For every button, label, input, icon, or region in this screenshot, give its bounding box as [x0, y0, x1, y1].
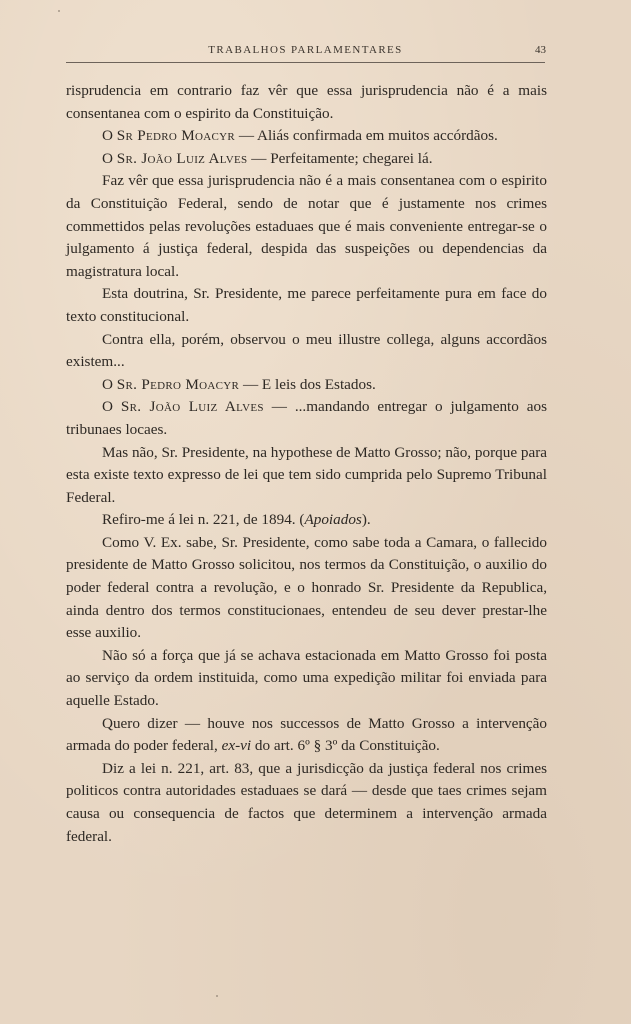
paragraph	[66, 374, 547, 397]
body-text	[66, 80, 547, 848]
paragraph	[66, 396, 547, 441]
paragraph	[66, 170, 547, 283]
italic-text: ex-vi	[221, 737, 252, 755]
paragraph	[66, 509, 547, 532]
paragraph-text: — Perfeitamente; chegarei lá.	[247, 149, 433, 167]
speaker-name: Sr Pedro Moacyr	[116, 127, 236, 145]
paragraph-text: Esta doutrina, Sr. Presidente, me parece perfeitamente pura em face do texto constitucional.	[66, 285, 547, 325]
speaker-name: Sr. João Luiz Alves	[116, 149, 248, 167]
paragraph	[66, 713, 547, 758]
speaker-name: Sr. Pedro Moacyr	[116, 375, 240, 393]
paragraph	[66, 283, 547, 328]
paragraph-text: Quero dizer — houve nos successos de Matto Grosso a intervenção armada do poder federal,	[66, 714, 547, 755]
paragraph-text: Não só a força que já se achava estacionada em Matto Grosso foi posta ao serviço da ordem instituida, como uma expedição militar foi enviada para aquelle Estado.	[66, 646, 547, 710]
paragraph	[66, 442, 547, 510]
header-rule	[66, 62, 545, 63]
paragraph-text: O	[102, 149, 117, 167]
paragraph-text: Faz vêr que essa jurisprudencia não é a mais consentanea com o espirito da Constituição Federal, sendo de notar que é justamente nos crimes commettidos pelas revoluções estaduaes que é mais conveniente entregar-se o julgamento á justiça federal, despida das suspeições ou dependencias da magistratura local.	[66, 172, 547, 280]
paragraph	[66, 645, 547, 713]
paragraph-text: Diz a lei n. 221, art. 83, que a jurisdicção da justiça federal nos crimes politicos contra autoridades estaduaes se dará — desde que taes crimes sejam causa ou consequencia de factos que determinem a intervenção armada federal.	[66, 759, 547, 845]
page-number: 43	[535, 44, 546, 56]
paragraph-text: do art. 6º § 3º da Constituição.	[251, 737, 440, 755]
paragraph-text: — E leis dos Estados.	[239, 375, 376, 393]
paragraph-text: ).	[361, 511, 371, 529]
paper-speck	[216, 995, 218, 997]
paragraph-text: risprudencia em contrario faz vêr que essa jurisprudencia não é a mais consentanea com o espirito da Constituição.	[66, 82, 547, 122]
paragraph-text: — Aliás confirmada em muitos accórdãos.	[235, 127, 498, 145]
paragraph-text: O	[102, 127, 117, 145]
paragraph	[66, 758, 547, 848]
paragraph	[66, 532, 547, 645]
paragraph-text: Contra ella, porém, observou o meu illustre collega, alguns accordãos existem...	[66, 330, 547, 371]
running-head: TRABALHOS PARLAMENTARES	[208, 44, 403, 56]
paragraph-text: Como V. Ex. sabe, Sr. Presidente, como sabe toda a Camara, o fallecido presidente de Matto Grosso solicitou, nos termos da Constituição, o auxilio do poder federal contra a revolução, e o honrado Sr. Presidente da Republica, ainda dentro dos termos constitucionaes, entendeu de seu dever prestar-lhe esse auxilio.	[66, 533, 547, 642]
paragraph-text: — ...mandando entregar o julgamento aos tribunaes locaes.	[66, 398, 547, 438]
paragraph-text: O	[102, 375, 117, 393]
paragraph-text: Refiro-me á lei n. 221, de 1894. (	[102, 511, 305, 529]
paper-speck	[58, 10, 60, 12]
italic-text: Apoiados	[304, 511, 362, 529]
paragraph	[66, 329, 547, 374]
paragraph	[66, 148, 547, 171]
paragraph	[66, 125, 547, 148]
paragraph-text: Mas não, Sr. Presidente, na hypothese de Matto Grosso; não, porque para esta existe texto expresso de lei que tem sido cumprida pelo Supremo Tribunal Federal.	[66, 443, 547, 506]
speaker-name: Sr. João Luiz Alves	[120, 398, 264, 416]
paragraph-text: O	[102, 398, 121, 416]
page-header	[66, 40, 545, 64]
paragraph	[66, 80, 547, 125]
